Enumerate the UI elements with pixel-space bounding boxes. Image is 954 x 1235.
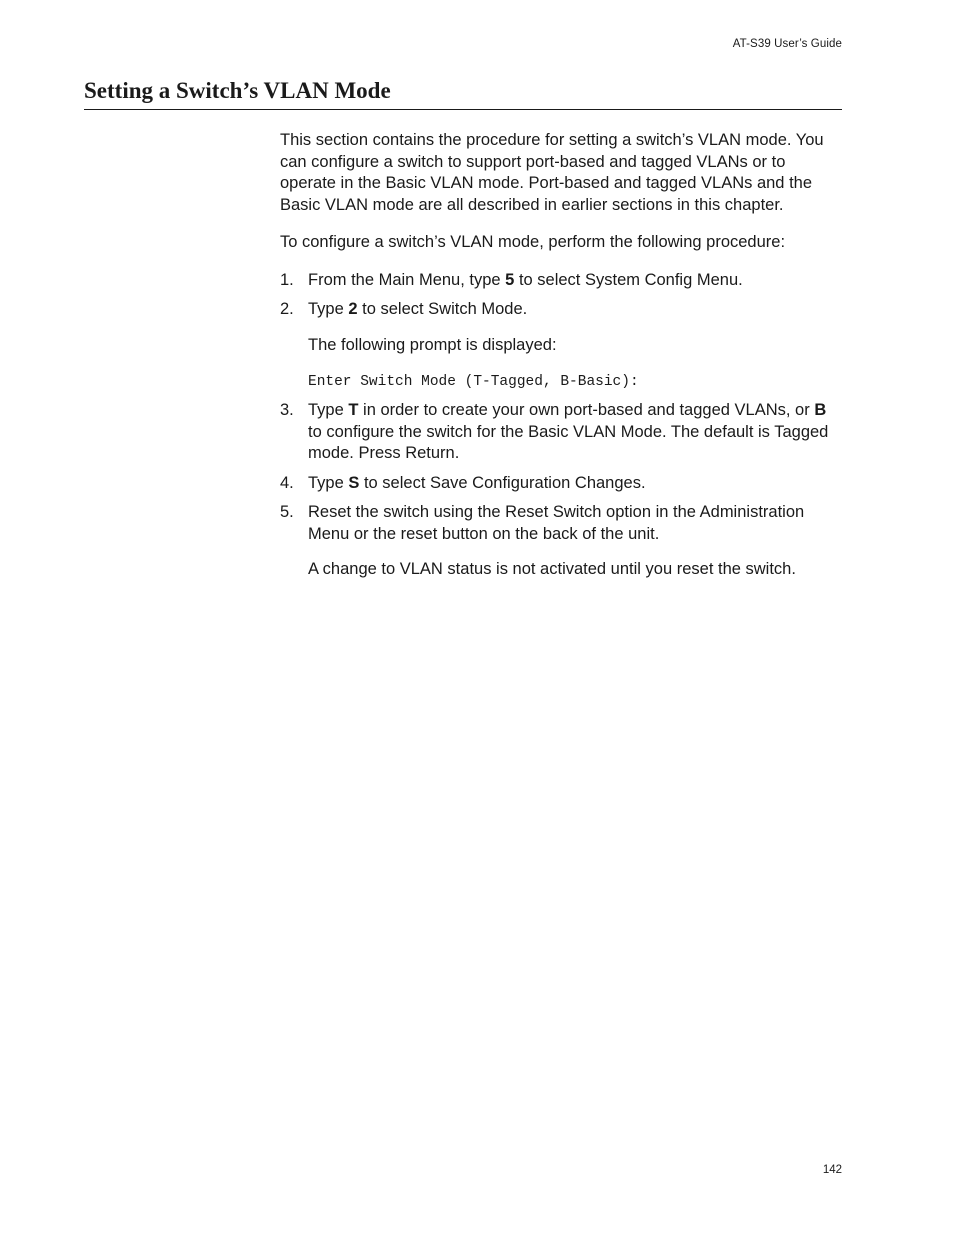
step-note: A change to VLAN status is not activated until you reset the switch. (308, 560, 796, 578)
body-text (280, 130, 842, 589)
step-note: The following prompt is displayed: (308, 335, 557, 354)
title-rule (84, 109, 842, 110)
step-key: 2 (348, 300, 358, 318)
step-text: to select Switch Mode. (357, 300, 528, 318)
step-text: to select Save Configuration Changes. (359, 473, 646, 492)
step-text: Reset the switch using the Reset Switch option in the Administration Menu or the reset button on the back of the unit. (308, 503, 805, 543)
procedure-step (280, 502, 842, 581)
step-number: 5. (280, 503, 294, 521)
step-number: 1. (280, 270, 294, 289)
procedure-step (280, 270, 842, 292)
step-text: Type (308, 401, 349, 419)
step-text: Type (308, 473, 349, 492)
step-key: B (814, 401, 827, 419)
step-text: Type (308, 300, 349, 318)
step-key: S (348, 473, 360, 492)
prompt-code: Enter Switch Mode (T-Tagged, B-Basic): (308, 374, 639, 390)
procedure-step (280, 400, 842, 465)
step-number: 3. (280, 401, 294, 419)
step-key: 5 (505, 270, 515, 289)
running-header: AT-S39 User’s Guide (732, 38, 842, 50)
step-text: in order to create your own port-based and tagged VLANs, or (358, 401, 815, 419)
step-text: From the Main Menu, type (308, 270, 506, 289)
step-number: 4. (280, 473, 294, 492)
step-text: to select System Config Menu. (514, 270, 743, 289)
section-title: Setting a Switch’s VLAN Mode (84, 78, 391, 103)
page-number: 142 (822, 1164, 842, 1176)
step-text: to configure the switch for the Basic VLAN Mode. The default is Tagged mode. Press Return. (308, 422, 829, 462)
step-number: 2. (280, 300, 294, 318)
intro-paragraph: This section contains the procedure for setting a switch’s VLAN mode. You can configure a switch to support port-based and tagged VLANs or to operate in the Basic VLAN mode. Port-based and tagged VLANs and the Basic VLAN mode are all described in earlier sections in this chapter. (280, 131, 824, 214)
procedure-lead-paragraph: To configure a switch’s VLAN mode, perform the following procedure: (280, 233, 786, 251)
procedure-step (280, 473, 842, 495)
procedure-step (280, 299, 842, 392)
procedure-steps (280, 270, 842, 581)
step-key: T (348, 401, 359, 419)
